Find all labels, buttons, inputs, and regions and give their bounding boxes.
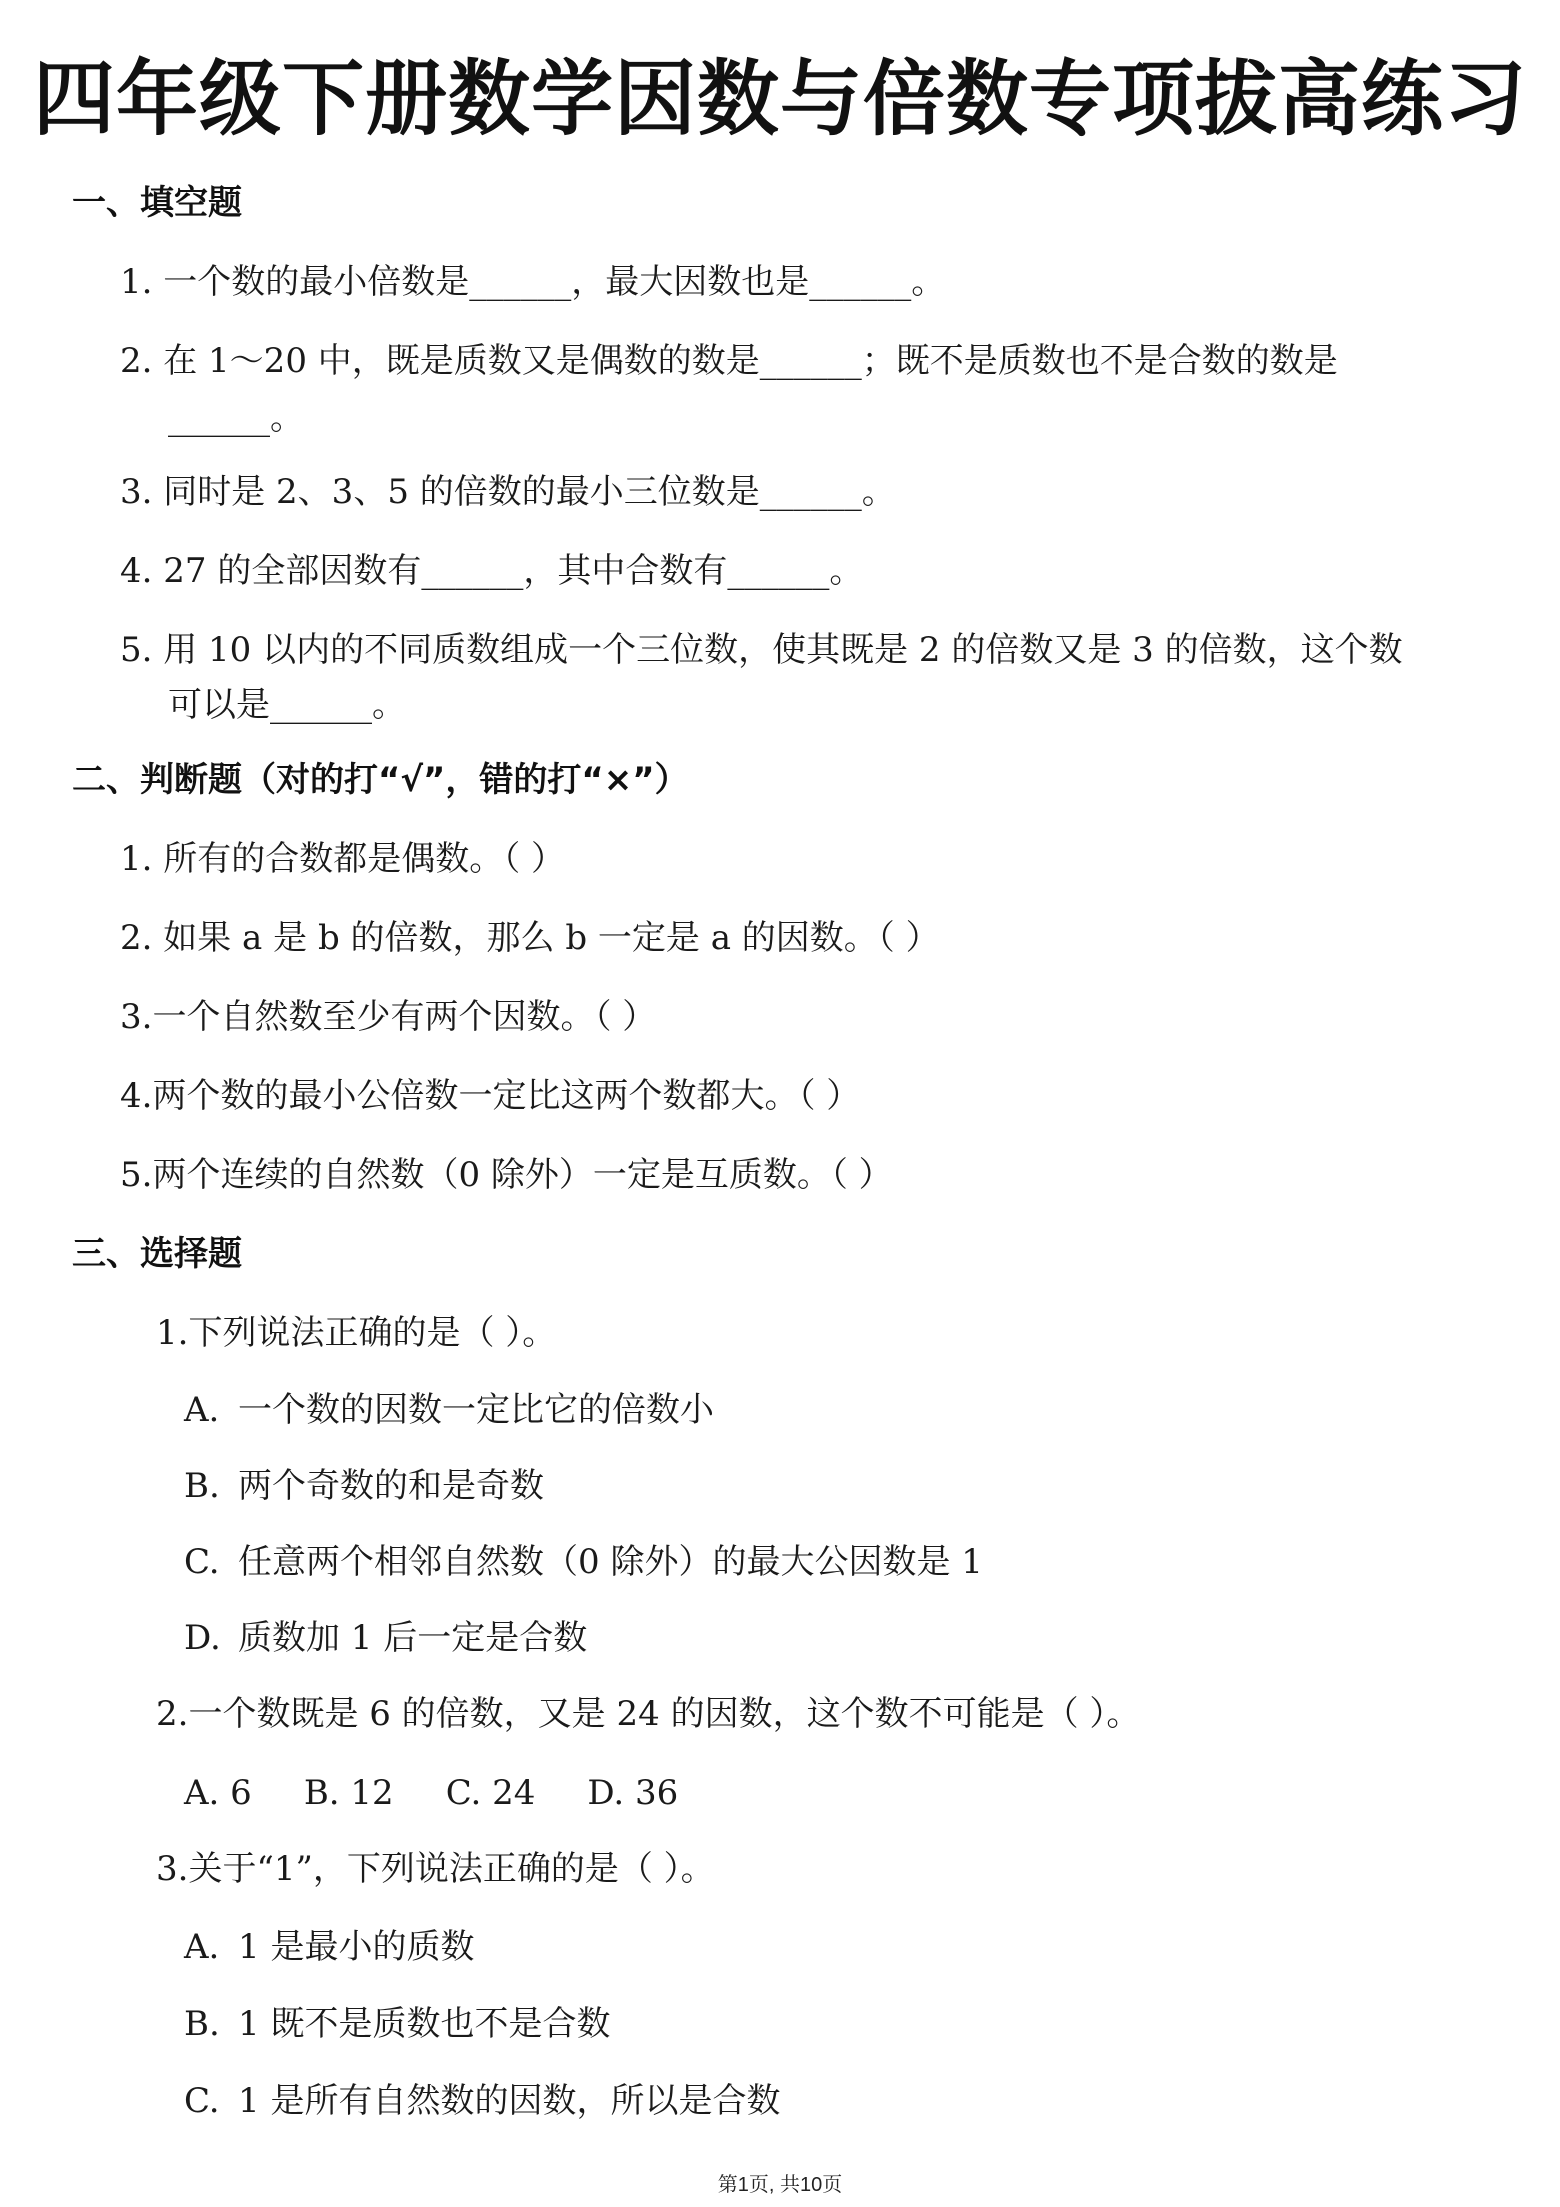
fill-question-2-continued: ______。 xyxy=(168,398,304,438)
choice-question-3: 3.关于“1”，下列说法正确的是（ ）。 xyxy=(156,1849,715,1889)
fill-question-5: 5. 用 10 以内的不同质数组成一个三位数，使其既是 2 的倍数又是 3 的倍数，这个数 xyxy=(120,630,1403,670)
judge-question-1: 1. 所有的合数都是偶数。（ ） xyxy=(120,839,566,879)
section-heading-choice: 三、选择题 xyxy=(72,1234,242,1274)
option-letter: A. xyxy=(184,1927,220,1967)
judge-question-2: 2. 如果 a 是 b 的倍数，那么 b 一定是 a 的因数。（ ） xyxy=(120,918,940,958)
option-text: 1 是最小的质数 xyxy=(238,1927,475,1967)
choice-question-2-option-d: D. 36 xyxy=(587,1773,679,1813)
section-heading-judge: 二、判断题（对的打“√”，错的打“×”） xyxy=(72,760,689,800)
choice-question-3-option-a xyxy=(184,1922,474,1972)
choice-question-2-options xyxy=(184,1768,730,1818)
option-text: 质数加 1 后一定是合数 xyxy=(238,1618,588,1658)
choice-question-3-option-c xyxy=(184,2076,780,2126)
choice-question-3-option-b xyxy=(184,1999,610,2049)
option-letter: A. xyxy=(184,1390,220,1430)
choice-question-1: 1.下列说法正确的是（ ）。 xyxy=(156,1313,557,1353)
option-letter: C. xyxy=(184,1542,220,1582)
section-heading-fill: 一、填空题 xyxy=(72,183,242,223)
option-letter: D. xyxy=(184,1618,221,1658)
fill-question-2: 2. 在 1～20 中，既是质数又是偶数的数是______；既不是质数也不是合数的数是 xyxy=(120,341,1338,381)
fill-question-4: 4. 27 的全部因数有______，其中合数有______。 xyxy=(120,551,864,591)
choice-question-1-option-d xyxy=(184,1613,587,1663)
choice-question-2-option-a: A. 6 xyxy=(184,1773,252,1813)
fill-question-5-continued: 可以是______。 xyxy=(168,685,406,725)
choice-question-1-option-c xyxy=(184,1537,983,1587)
option-text: 一个数的因数一定比它的倍数小 xyxy=(238,1390,714,1430)
option-text: 任意两个相邻自然数（0 除外）的最大公因数是 1 xyxy=(238,1542,983,1582)
page-footer: 第1页, 共10页 xyxy=(717,2174,843,2196)
choice-question-2: 2.一个数既是 6 的倍数，又是 24 的因数，这个数不可能是（ ）。 xyxy=(156,1694,1141,1734)
choice-question-1-option-b xyxy=(184,1461,544,1511)
judge-question-4: 4.两个数的最小公倍数一定比这两个数都大。（ ） xyxy=(120,1076,861,1116)
option-letter: B. xyxy=(184,2004,220,2044)
judge-question-5: 5.两个连续的自然数（0 除外）一定是互质数。（ ） xyxy=(120,1155,893,1195)
page-title: 四年级下册数学因数与倍数专项拔高练习 xyxy=(32,52,1527,147)
choice-question-1-option-a xyxy=(184,1385,714,1435)
judge-question-3: 3.一个自然数至少有两个因数。（ ） xyxy=(120,997,657,1037)
option-text: 1 既不是质数也不是合数 xyxy=(238,2004,611,2044)
choice-question-2-option-c: C. 24 xyxy=(445,1773,536,1813)
fill-question-3: 3. 同时是 2、3、5 的倍数的最小三位数是______。 xyxy=(120,472,896,512)
option-letter: C. xyxy=(184,2081,220,2121)
option-letter: B. xyxy=(184,1466,220,1506)
fill-question-1: 1. 一个数的最小倍数是______，最大因数也是______。 xyxy=(120,262,946,302)
option-text: 1 是所有自然数的因数，所以是合数 xyxy=(238,2081,781,2121)
option-text: 两个奇数的和是奇数 xyxy=(238,1466,544,1506)
choice-question-2-option-b: B. 12 xyxy=(303,1773,394,1813)
